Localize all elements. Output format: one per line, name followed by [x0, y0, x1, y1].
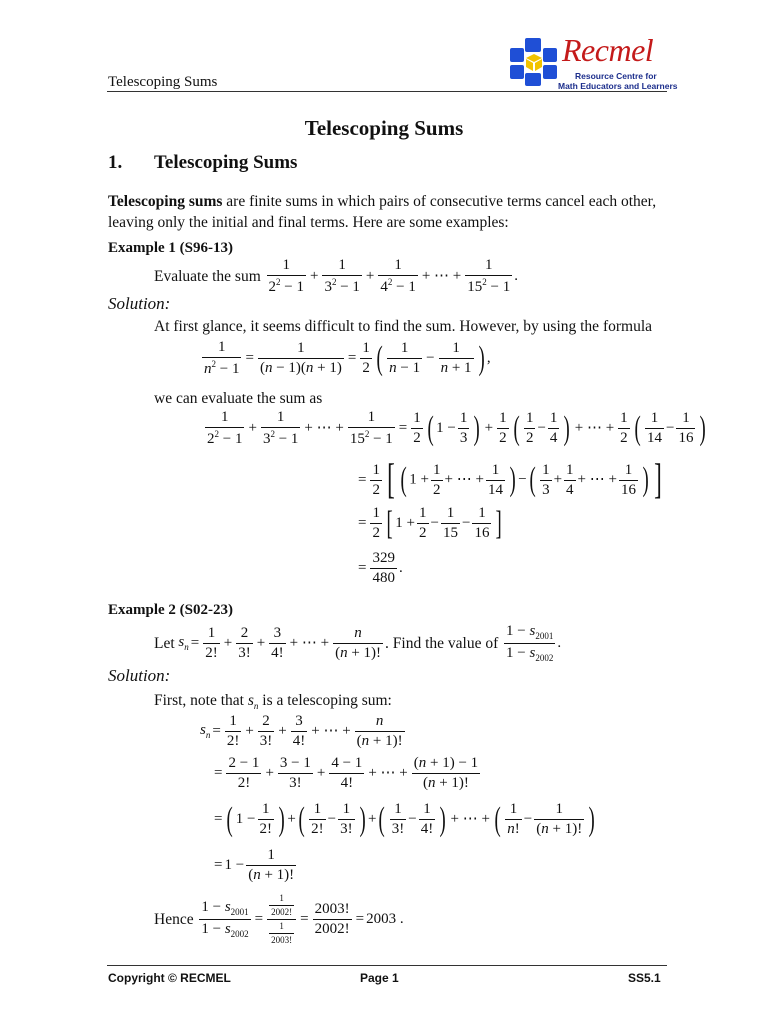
example-2-eq-line-2: = $\frac{2 - 1}{2!}$ + $\frac{3 - 1}{3!}$ + $\frac{4 - 1}{4!}$ + ⋯ + $\frac{(n + 1) - 1}{(n + 1)!}$ [214, 755, 479, 791]
footer-doc-code: SS5.1 [628, 971, 661, 985]
example-1-problem: Evaluate the sum $\frac{1}{2^2 - 1}$ + $\frac{1}{3^2 - 1}$ + $\frac{1}{4^2 - 1}$ + ⋯ + $\frac{1}{15^2 - 1}$ . [154, 257, 518, 295]
intro-line-2: leaving only the initial and final terms. Here are some examples: [108, 214, 509, 231]
footer-divider [107, 965, 667, 966]
example-2-conclusion: Hence $\frac{1 - s_{2001}}{1 - s_{2002}}$ = $\frac{\frac{1}{2002!}}{\frac{1}{2003!}}$ = $\frac{2003!}{2002!}$ = 2003 . [154, 893, 404, 945]
example-1-text-2: we can evaluate the sum as [154, 390, 323, 407]
example-1-result: = $\frac{329}{480}$ . [358, 550, 403, 586]
intro-paragraph [108, 191, 678, 233]
intro-line-1: are finite sums in which pairs of consecutive terms cancel each other, [222, 193, 657, 210]
example-1-formula: $\frac{1}{n^2 - 1}$ = $\frac{1}{(n - 1)(n + 1)}$ = $\frac{1}{2}$ ( $\frac{1}{n - 1}$ − $\frac{1}{n + 1}$ ) , [204, 339, 491, 377]
example-1-eq-line-1: $\frac{1}{2^2 - 1}$ + $\frac{1}{3^2 - 1}$ + ⋯ + $\frac{1}{15^2 - 1}$ = $\frac{1}{2}$ ( 1 − $\frac{1}{3}$ ) + $\frac{1}{2}$ ( $\frac{1}{2}$ − $\frac{1}{4}$ ) + ⋯ + $\frac{1}{2}$ ( $\frac{1}{14}$ − $\frac{1}{16}$ ) [207, 409, 707, 447]
example-2-heading: Example 2 (S02-23) [108, 602, 233, 618]
example-1-text-1: At first glance, it seems difficult to find the sum. However, by using the formula [154, 318, 653, 335]
footer-page-number: Page 1 [360, 971, 399, 985]
document-title: Telescoping Sums [304, 116, 464, 140]
logo-wordmark: Recmel [562, 32, 654, 68]
example-2-eq-line-4: = 1 − $\frac{1}{(n + 1)!}$ [214, 847, 295, 883]
example-1-solution-label: Solution: [108, 294, 171, 313]
logo-tagline-1: Resource Centre for [575, 71, 657, 81]
recmel-logo-icon [508, 36, 560, 88]
running-header-title: Telescoping Sums [108, 74, 218, 90]
footer-copyright: Copyright © RECMEL [108, 971, 231, 985]
example-2-text-1: First, note that $s_n$ is a telescoping sum: [154, 692, 392, 712]
example-1-eq-line-3: = $\frac{1}{2}$ [ 1 + $\frac{1}{2}$ − $\frac{1}{15}$ − $\frac{1}{16}$ ] [358, 504, 503, 542]
example-2-problem: Let $s_n$ = $\frac{1}{2!}$ + $\frac{2}{3!}$ + $\frac{3}{4!}$ + ⋯ + $\frac{n}{(n + 1)!}$ . Find the value of $\frac{1 - s_{2001}}{1 - s_{2002}}$ . [154, 623, 562, 663]
intro-bold-term: Telescoping sums [108, 193, 223, 210]
header-divider [107, 91, 667, 92]
example-1-heading: Example 1 (S96-13) [108, 240, 233, 256]
logo-tagline-2: Math Educators and Learners [558, 81, 678, 91]
section-number: 1. [108, 152, 123, 173]
example-2-eq-line-3: = ( 1 − $\frac{1}{2!}$ ) +( $\frac{1}{2!}$ − $\frac{1}{3!}$ ) +( $\frac{1}{3!}$ − $\frac{1}{4!}$ ) + ⋯ + ( $\frac{1}{n!}$ − $\frac{1}{(n + 1)!}$ ) [214, 800, 595, 838]
example-2-eq-line-1: $s_n$ = $\frac{1}{2!}$ + $\frac{2}{3!}$ + $\frac{3}{4!}$ + ⋯ + $\frac{n}{(n + 1)!}$ [200, 713, 403, 749]
example-1-eq-line-2: = $\frac{1}{2}$ [ ( 1 + $\frac{1}{2}$ + ⋯ + $\frac{1}{14}$ ) −( $\frac{1}{3}$ + $\frac{1}{4}$ + ⋯ + $\frac{1}{16}$ ) ] [358, 457, 663, 503]
section-title: Telescoping Sums [154, 152, 298, 173]
example-2-solution-label: Solution: [108, 666, 171, 685]
